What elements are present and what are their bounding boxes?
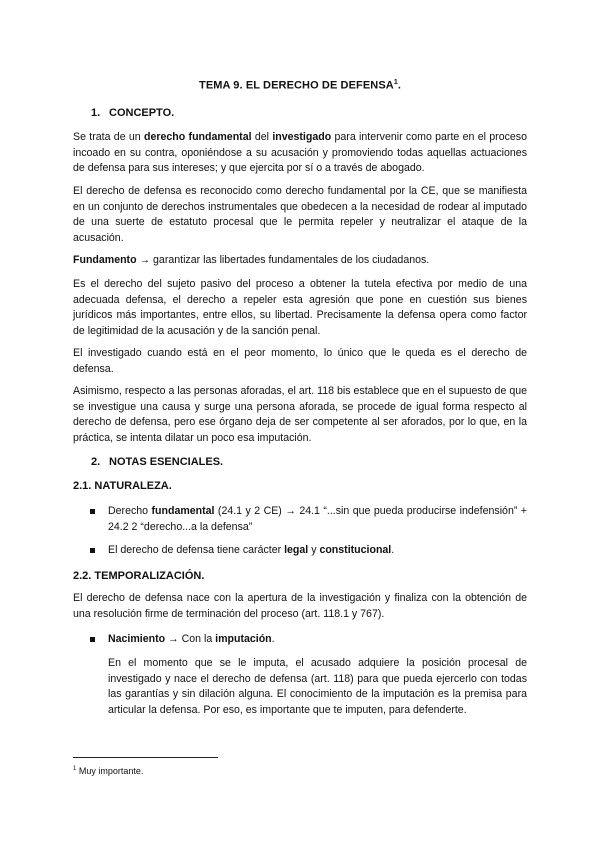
paragraph-definition: Se trata de un derecho fundamental del investigado para intervenir como parte en el proceso incoado en su contra, oponiéndose a su acusación y promoviendo todas aquellas actuaciones de defensa para sus intereses; y que ejercita por sí o a través de abogado. [73,131,527,174]
footnote-divider [73,757,218,758]
subheading-naturaleza: 2.1. NATURALEZA. [73,480,172,492]
bullet-square-icon [90,509,95,514]
footnote-ref[interactable]: 1 [393,79,398,86]
section-heading-concepto: 1. CONCEPTO. [91,107,175,119]
section-heading-notas: 2. NOTAS ESENCIALES. [91,456,224,468]
paragraph-temporalizacion: El derecho de defensa nace con la apertura de la investigación y finaliza con la obtención de una resolución firme de terminación del proceso (art. 118.1 y 767). [73,592,527,620]
list-item-derecho-fundamental: Derecho fundamental (24.1 y 2 CE) → 24.1 “...sin que pueda producirse indefensión” + 24.2 2 “derecho...a la defensa” [90,504,527,535]
paragraph-imputacion: En el momento que se le imputa, el acusado adquiere la posición procesal de investigado y nace el derecho de defensa (art. 118) para que pueda ejercerlo con todas las garantías y sin dilación alguna. El conocimiento de la imputación es la premisa para articular la defensa. Por eso, es importante que te imputen, para defenderte. [108,657,527,716]
bullet-square-icon [90,637,95,642]
document-title: TEMA 9. EL DERECHO DE DEFENSA$^1$. [199,79,401,92]
list-item-caracter: El derecho de defensa tiene carácter legal y constitucional. [90,543,527,559]
footnote: $^1$ Muy importante. [73,766,144,776]
subheading-temporalizacion: 2.2. TEMPORALIZACIÓN. [73,570,205,582]
paragraph-sujeto-pasivo: Es el derecho del sujeto pasivo del proceso a obtener la tutela efectiva por medio de una adecuada defensa, el derecho a repeler esta agresión que pone en cuestión sus bienes jurídicos más importantes, entre ellos, su libertad. Precisamente la defensa opera como factor de legitimidad de la acusación y de la sanción penal. [73,278,527,337]
bullet-square-icon [90,548,95,553]
paragraph-investigado: El investigado cuando está en el peor momento, lo único que le queda es el derecho de defensa. [73,347,527,375]
paragraph-ce-recognition: El derecho de defensa es reconocido como derecho fundamental por la CE, que se manifiesta en un conjunto de derechos instrumentales que obedecen a la necesidad de rodear al imputado de una suerte de estatuto procesal que le permita repeler y neutralizar el ataque de la acusación. [73,185,527,244]
paragraph-aforados: Asimismo, respecto a las personas aforadas, el art. 118 bis establece que en el supuesto de que se investigue una causa y surge una persona aforada, se procede de igual forma respecto al derecho de defensa, pero ese órgano deja de ser competente al ser aforados, por lo que, en la práctica, se intenta dilatar un poco esa imputación. [73,385,527,444]
paragraph-fundamento: Fundamento → garantizar las libertades fundamentales de los ciudadanos. [73,254,430,266]
list-item-nacimiento: Nacimiento → Con la imputación. [90,632,527,648]
